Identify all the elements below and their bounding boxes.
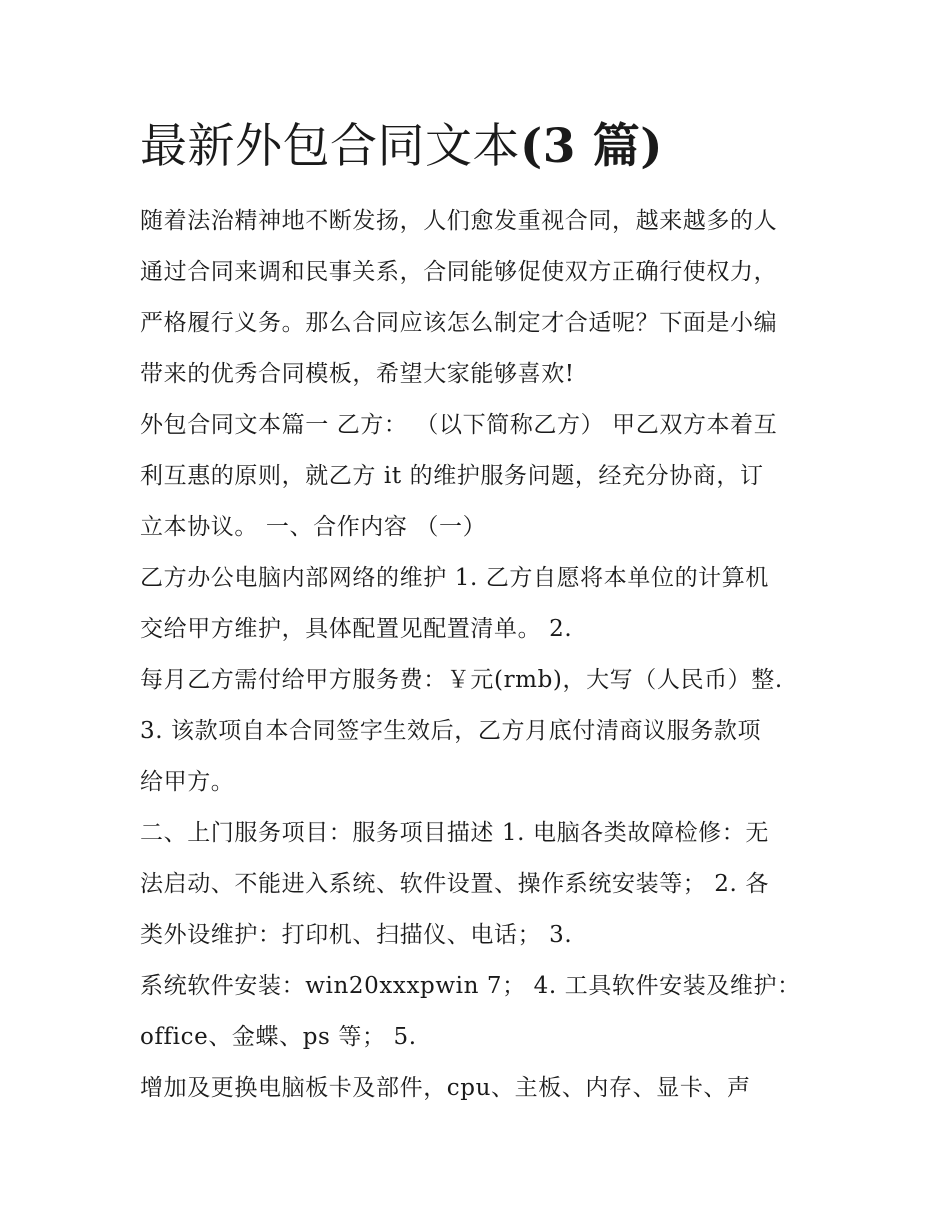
text-line: 带来的优秀合同模板，希望大家能够喜欢! [140, 361, 575, 387]
text-line: 随着法治精神地不断发扬，人们愈发重视合同，越来越多的人 [140, 208, 778, 234]
text-line: 利互惠的原则，就乙方 it 的维护服务问题，经充分协商，订 [140, 463, 764, 489]
title-main: 最新外包合同文本 [140, 119, 520, 174]
text-line: 3. 该款项自本合同签字生效后，乙方月底付清商议服务款项 [140, 718, 762, 744]
text-line: 二、上门服务项目：服务项目描述 1. 电脑各类故障检修：无 [140, 820, 769, 846]
text-line: 法启动、不能进入系统、软件设置、操作系统安装等； 2. 各 [140, 871, 769, 897]
text-line: 系统软件安装：win20xxxpwin 7； 4. 工具软件安装及维护： [140, 973, 801, 999]
text-line: 给甲方。 [140, 769, 235, 795]
text-line: 通过合同来调和民事关系，合同能够促使双方正确行使权力， [140, 259, 778, 285]
text-line: 每月乙方需付给甲方服务费：￥元(rmb)，大写（人民币）整. [140, 667, 783, 693]
text-line: 增加及更换电脑板卡及部件，cpu、主板、内存、显卡、声 [140, 1075, 751, 1101]
document-title [140, 112, 663, 182]
text-line: 乙方办公电脑内部网络的维护 1. 乙方自愿将本单位的计算机 [140, 565, 769, 591]
text-line: 交给甲方维护，具体配置见配置清单。 2. [140, 616, 573, 642]
text-line: 严格履行义务。那么合同应该怎么制定才合适呢？下面是小编 [140, 310, 778, 336]
text-line: 立本协议。 一、合作内容 （一） [140, 514, 487, 540]
text-line: 外包合同文本篇一 乙方： （以下简称乙方） 甲乙双方本着互 [140, 412, 778, 438]
title-suffix: (3 篇) [520, 119, 664, 174]
text-line: office、金蝶、ps 等； 5. [140, 1024, 417, 1050]
text-line: 类外设维护：打印机、扫描仪、电话； 3. [140, 922, 573, 948]
document-body [140, 196, 820, 1114]
